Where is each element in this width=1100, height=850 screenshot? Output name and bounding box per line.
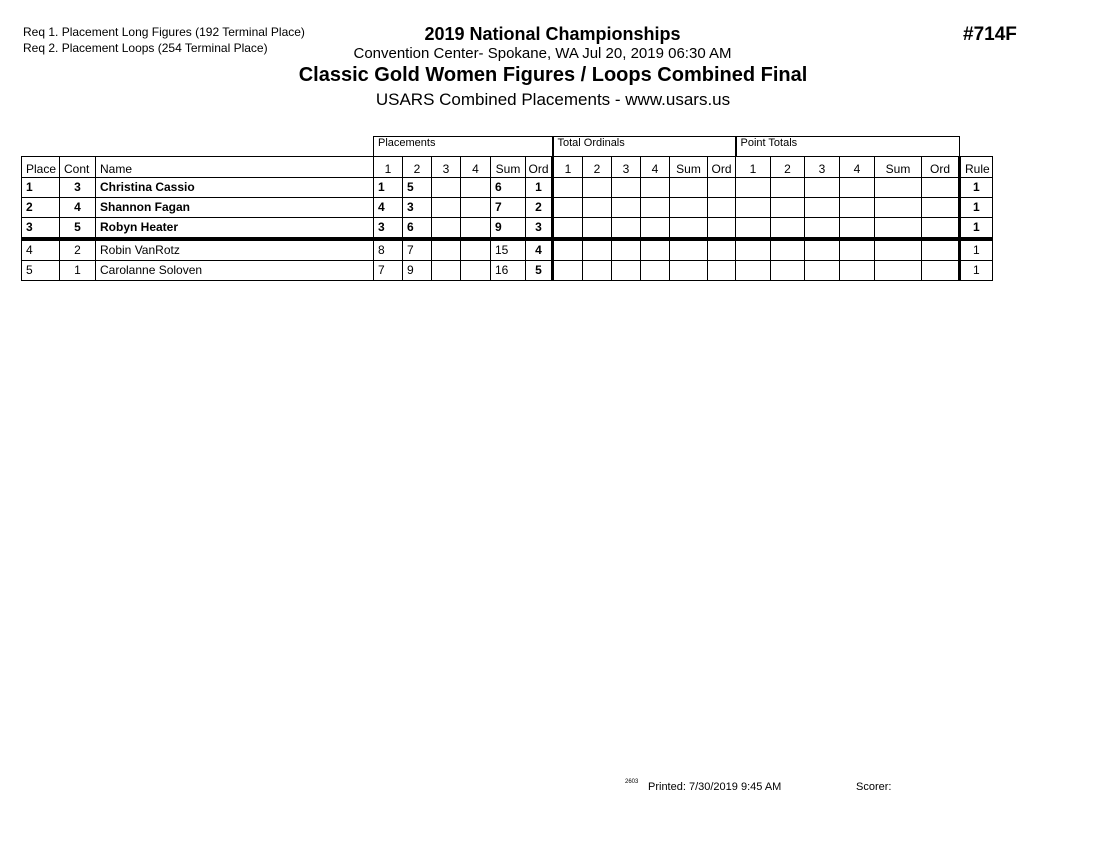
cell-point-total bbox=[805, 218, 840, 240]
cell-p2: 9 bbox=[403, 261, 432, 281]
requirement-2: Req 2. Placement Loops (254 Terminal Place) bbox=[23, 41, 268, 55]
col-placement-sum: Sum bbox=[491, 157, 526, 178]
cell-point-total bbox=[736, 239, 771, 261]
cell-p4 bbox=[461, 239, 491, 261]
cell-point-total bbox=[922, 218, 960, 240]
cell-point-total bbox=[736, 218, 771, 240]
col-points-3: 3 bbox=[805, 157, 840, 178]
col-placement-2: 2 bbox=[403, 157, 432, 178]
cell-place: 4 bbox=[22, 239, 60, 261]
cell-sum: 15 bbox=[491, 239, 526, 261]
cell-name: Robin VanRotz bbox=[96, 239, 374, 261]
scorer-label: Scorer: bbox=[856, 781, 892, 793]
cell-cont: 2 bbox=[60, 239, 96, 261]
cell-place: 2 bbox=[22, 198, 60, 218]
cell-point-total bbox=[736, 261, 771, 281]
col-ordinal-4: 4 bbox=[641, 157, 670, 178]
col-ordinal-sum: Sum bbox=[670, 157, 708, 178]
cell-total-ordinal bbox=[670, 178, 708, 198]
cell-p2: 6 bbox=[403, 218, 432, 240]
cell-point-total bbox=[875, 239, 922, 261]
group-total-ordinals: Total Ordinals bbox=[553, 137, 736, 157]
cell-sum: 9 bbox=[491, 218, 526, 240]
col-points-2: 2 bbox=[771, 157, 805, 178]
cell-name: Shannon Fagan bbox=[96, 198, 374, 218]
cell-total-ordinal bbox=[708, 218, 736, 240]
cell-total-ordinal bbox=[641, 239, 670, 261]
cell-total-ordinal bbox=[553, 198, 583, 218]
results-table bbox=[21, 136, 993, 281]
col-points-sum: Sum bbox=[875, 157, 922, 178]
cell-total-ordinal bbox=[708, 198, 736, 218]
cell-name: Robyn Heater bbox=[96, 218, 374, 240]
cell-p3 bbox=[432, 239, 461, 261]
cell-total-ordinal bbox=[553, 239, 583, 261]
event-number: #714F bbox=[963, 24, 1017, 45]
cell-total-ordinal bbox=[583, 218, 612, 240]
cell-total-ordinal bbox=[612, 261, 641, 281]
cell-total-ordinal bbox=[583, 178, 612, 198]
cell-total-ordinal bbox=[612, 218, 641, 240]
cell-p1: 1 bbox=[374, 178, 403, 198]
cell-place: 1 bbox=[22, 178, 60, 198]
cell-place: 5 bbox=[22, 261, 60, 281]
cell-total-ordinal bbox=[670, 261, 708, 281]
col-cont: Cont bbox=[60, 157, 96, 178]
table-row bbox=[22, 178, 993, 198]
cell-total-ordinal bbox=[583, 198, 612, 218]
cell-cont: 3 bbox=[60, 178, 96, 198]
cell-total-ordinal bbox=[553, 178, 583, 198]
cell-ord: 4 bbox=[526, 239, 553, 261]
cell-point-total bbox=[771, 178, 805, 198]
cell-ord: 3 bbox=[526, 218, 553, 240]
cell-point-total bbox=[922, 198, 960, 218]
cell-ord: 2 bbox=[526, 198, 553, 218]
cell-total-ordinal bbox=[670, 218, 708, 240]
cell-rule: 1 bbox=[960, 178, 993, 198]
final-title: Classic Gold Women Figures / Loops Combined Final bbox=[298, 64, 808, 86]
cell-total-ordinal bbox=[708, 178, 736, 198]
subtitle: USARS Combined Placements - www.usars.us bbox=[375, 90, 731, 109]
col-name: Name bbox=[96, 157, 374, 178]
cell-name: Christina Cassio bbox=[96, 178, 374, 198]
cell-p1: 7 bbox=[374, 261, 403, 281]
cell-p3 bbox=[432, 198, 461, 218]
col-placement-3: 3 bbox=[432, 157, 461, 178]
footer-code: 2603 bbox=[625, 779, 639, 785]
cell-cont: 5 bbox=[60, 218, 96, 240]
cell-total-ordinal bbox=[670, 239, 708, 261]
cell-point-total bbox=[840, 239, 875, 261]
cell-point-total bbox=[805, 178, 840, 198]
col-place: Place bbox=[22, 157, 60, 178]
col-ordinal-ord: Ord bbox=[708, 157, 736, 178]
venue-date: Convention Center- Spokane, WA Jul 20, 2019 06:30 AM bbox=[353, 45, 732, 62]
col-ordinal-2: 2 bbox=[583, 157, 612, 178]
cell-p2: 7 bbox=[403, 239, 432, 261]
cell-p4 bbox=[461, 261, 491, 281]
cell-point-total bbox=[771, 198, 805, 218]
cell-point-total bbox=[805, 198, 840, 218]
col-points-1: 1 bbox=[736, 157, 771, 178]
table-row bbox=[22, 261, 993, 281]
cell-point-total bbox=[922, 178, 960, 198]
col-ordinal-3: 3 bbox=[612, 157, 641, 178]
group-point-totals: Point Totals bbox=[736, 137, 960, 157]
cell-p2: 5 bbox=[403, 178, 432, 198]
group-header-row bbox=[22, 137, 993, 157]
cell-point-total bbox=[771, 218, 805, 240]
cell-point-total bbox=[805, 261, 840, 281]
result-rows bbox=[22, 178, 993, 281]
col-ordinal-1: 1 bbox=[553, 157, 583, 178]
cell-p2: 3 bbox=[403, 198, 432, 218]
cell-point-total bbox=[771, 239, 805, 261]
cell-p4 bbox=[461, 178, 491, 198]
group-placements: Placements bbox=[374, 137, 553, 157]
col-points-4: 4 bbox=[840, 157, 875, 178]
cell-cont: 4 bbox=[60, 198, 96, 218]
cell-point-total bbox=[875, 198, 922, 218]
cell-ord: 5 bbox=[526, 261, 553, 281]
cell-p4 bbox=[461, 198, 491, 218]
cell-cont: 1 bbox=[60, 261, 96, 281]
cell-p1: 3 bbox=[374, 218, 403, 240]
cell-point-total bbox=[736, 198, 771, 218]
cell-p4 bbox=[461, 218, 491, 240]
cell-p1: 8 bbox=[374, 239, 403, 261]
cell-point-total bbox=[922, 261, 960, 281]
printed-timestamp: Printed: 7/30/2019 9:45 AM bbox=[648, 781, 782, 793]
cell-point-total bbox=[922, 239, 960, 261]
col-placement-1: 1 bbox=[374, 157, 403, 178]
cell-point-total bbox=[875, 218, 922, 240]
cell-total-ordinal bbox=[641, 198, 670, 218]
cell-rule: 1 bbox=[960, 218, 993, 240]
cell-point-total bbox=[840, 198, 875, 218]
cell-point-total bbox=[771, 261, 805, 281]
cell-total-ordinal bbox=[708, 261, 736, 281]
cell-place: 3 bbox=[22, 218, 60, 240]
cell-p3 bbox=[432, 261, 461, 281]
cell-ord: 1 bbox=[526, 178, 553, 198]
table-row bbox=[22, 198, 993, 218]
column-header-row bbox=[22, 157, 993, 178]
cell-total-ordinal bbox=[612, 239, 641, 261]
cell-point-total bbox=[875, 178, 922, 198]
cell-total-ordinal bbox=[583, 239, 612, 261]
cell-rule: 1 bbox=[960, 198, 993, 218]
cell-total-ordinal bbox=[641, 178, 670, 198]
cell-total-ordinal bbox=[612, 198, 641, 218]
cell-total-ordinal bbox=[553, 261, 583, 281]
cell-point-total bbox=[840, 218, 875, 240]
cell-point-total bbox=[875, 261, 922, 281]
cell-sum: 6 bbox=[491, 178, 526, 198]
cell-p3 bbox=[432, 218, 461, 240]
cell-rule: 1 bbox=[960, 261, 993, 281]
table-row bbox=[22, 239, 993, 261]
col-points-ord: Ord bbox=[922, 157, 960, 178]
cell-sum: 7 bbox=[491, 198, 526, 218]
event-title: 2019 National Championships bbox=[424, 24, 681, 44]
col-placement-4: 4 bbox=[461, 157, 491, 178]
cell-sum: 16 bbox=[491, 261, 526, 281]
cell-point-total bbox=[840, 178, 875, 198]
cell-total-ordinal bbox=[708, 239, 736, 261]
cell-total-ordinal bbox=[670, 198, 708, 218]
cell-point-total bbox=[805, 239, 840, 261]
requirement-1: Req 1. Placement Long Figures (192 Terminal Place) bbox=[23, 25, 305, 39]
table-row bbox=[22, 218, 993, 240]
cell-name: Carolanne Soloven bbox=[96, 261, 374, 281]
cell-total-ordinal bbox=[641, 218, 670, 240]
cell-p3 bbox=[432, 178, 461, 198]
col-placement-ord: Ord bbox=[526, 157, 553, 178]
cell-point-total bbox=[736, 178, 771, 198]
cell-rule: 1 bbox=[960, 239, 993, 261]
cell-p1: 4 bbox=[374, 198, 403, 218]
cell-total-ordinal bbox=[641, 261, 670, 281]
cell-total-ordinal bbox=[583, 261, 612, 281]
cell-total-ordinal bbox=[553, 218, 583, 240]
col-rule: Rule bbox=[960, 157, 993, 178]
cell-total-ordinal bbox=[612, 178, 641, 198]
cell-point-total bbox=[840, 261, 875, 281]
